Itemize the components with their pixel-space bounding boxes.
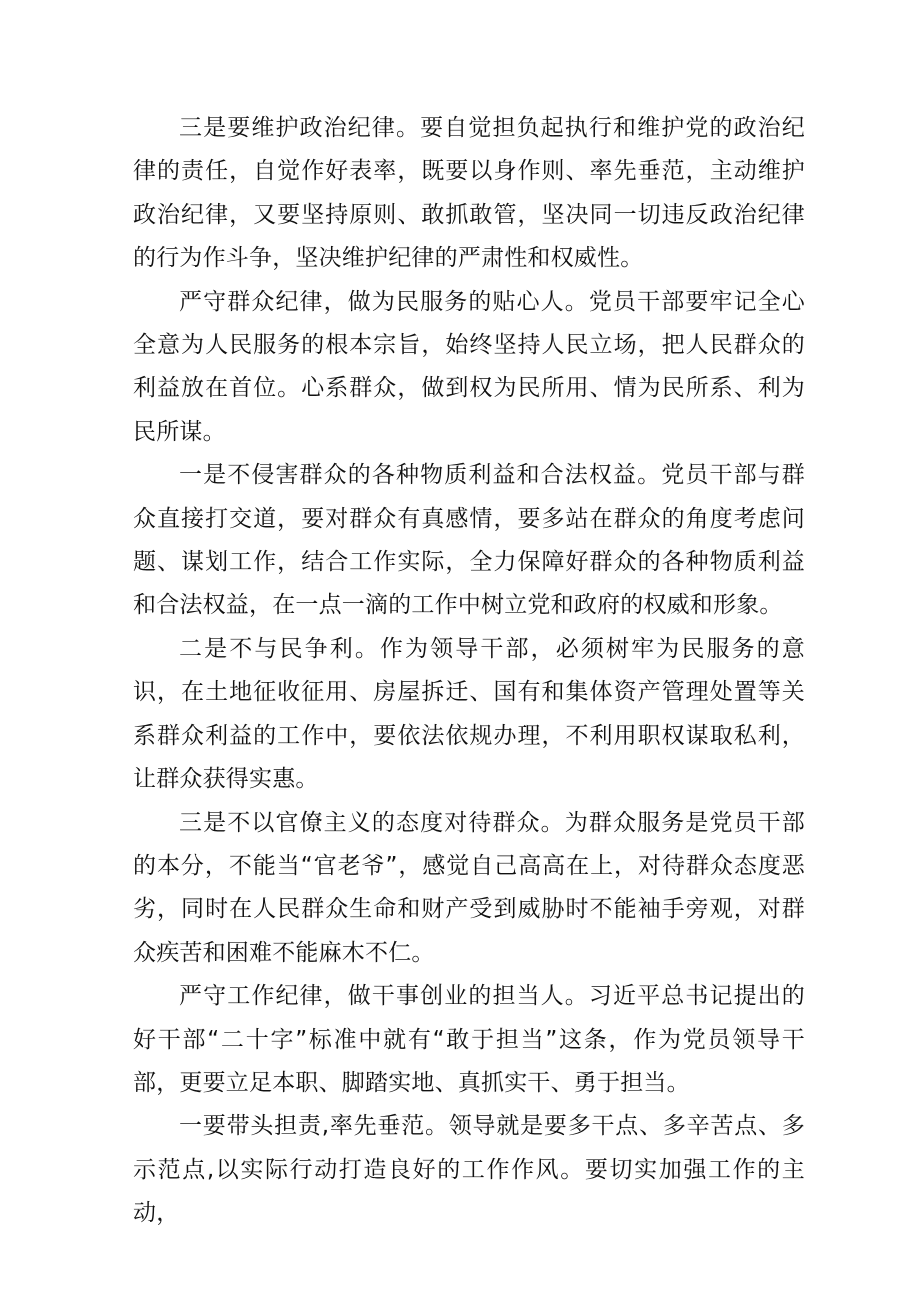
paragraph-work-discipline: 严守工作纪律，做干事创业的担当人。习近平总书记提出的好干部“二十字”标准中就有“敢于担当”这条，作为党员领导干部，更要立足本职、脚踏实地、真抓实干、勇于担当。 xyxy=(133,983,805,1096)
paragraph-political-discipline: 三是要维护政治纪律。要自觉担负起执行和维护党的政治纪律的责任，自觉作好表率，既要以身作则、率先垂范，主动维护政治纪律，又要坚持原则、敢抓敢管，坚决同一切违反政治纪律的行为作斗争，坚决维护纪律的严肃性和权威性。 xyxy=(133,115,805,272)
paragraph-no-bureaucratism: 三是不以官僚主义的态度对待群众。为群众服务是党员干部的本分，不能当“官老爷”，感觉自己高高在上，对待群众态度恶劣，同时在人民群众生命和财产受到威胁时不能袖手旁观，对群众疾苦和困难不能麻木不仁。 xyxy=(133,809,805,966)
paragraph-no-competing-for-profit: 二是不与民争利。作为领导干部，必须树牢为民服务的意识，在土地征收征用、房屋拆迁、国有和集体资产管理处置等关系群众利益的工作中，要依法依规办理，不利用职权谋取私利，让群众获得实惠。 xyxy=(133,635,805,793)
paragraph-no-infringement: 一是不侵害群众的各种物质利益和合法权益。党员干部与群众直接打交道，要对群众有真感情，要多站在群众的角度考虑问题、谋划工作，结合工作实际，全力保障好群众的各种物质利益和合法权益，在一点一滴的工作中树立党和政府的权威和形象。 xyxy=(133,462,805,619)
paragraph-take-responsibility: 一要带头担责,率先垂范。领导就是要多干点、多辛苦点、多示范点,以实际行动打造良好的工作作风。要切实加强工作的主动， xyxy=(133,1113,805,1227)
paragraph-mass-discipline: 严守群众纪律，做为民服务的贴心人。党员干部要牢记全心全意为人民服务的根本宗旨，始终坚持人民立场，把人民群众的利益放在首位。心系群众，做到权为民所用、情为民所系、利为民所谋。 xyxy=(133,288,805,445)
document-body xyxy=(133,107,805,1236)
